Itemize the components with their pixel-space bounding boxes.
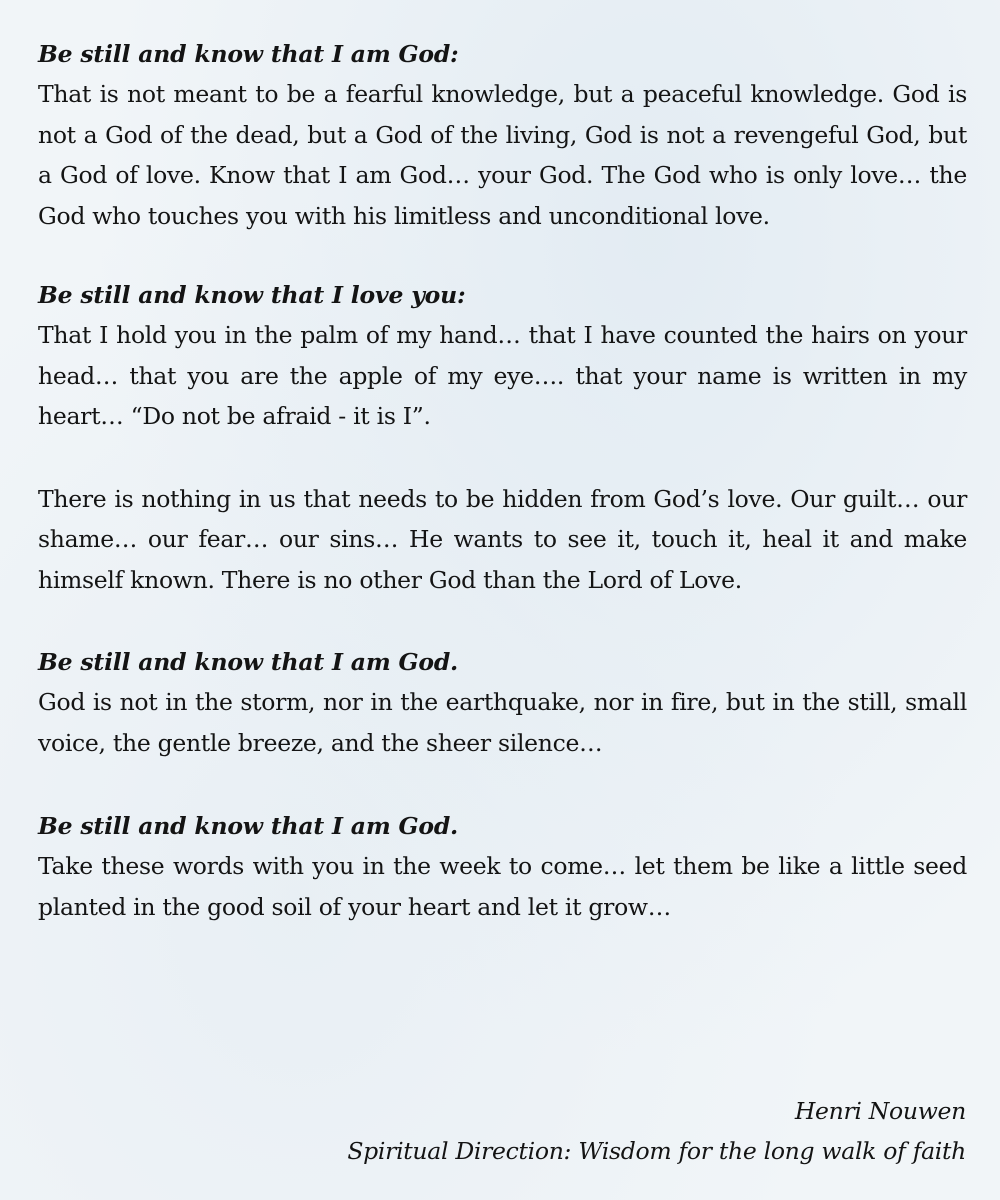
paragraph-spacer xyxy=(38,236,967,275)
section-body: God is not in the storm, nor in the earthquake, nor in fire, but in the still, small voice, the gentle breeze, and the sheer silence… xyxy=(38,688,967,757)
section-heading: Be still and know that I am God. xyxy=(38,812,459,840)
section-body: That is not meant to be a fearful knowledge, but a peaceful knowledge. God is not a God of the dead, but a God of the living, God is not a revengeful God, but a God of love. Know that I am God… your God. The God who is only love… the God who touches you with his limitless and unconditional love. xyxy=(38,80,967,230)
section-heading: Be still and know that I am God. xyxy=(38,648,459,676)
section-3 xyxy=(38,479,967,601)
section-body: There is nothing in us that needs to be hidden from God’s love. Our guilt… our shame… our fear… our sins… He wants to see it, touch it, heal it and make himself known. There is no other God than the Lord of Love. xyxy=(38,484,967,594)
section-heading: Be still and know that I love you: xyxy=(38,281,466,309)
section-4 xyxy=(38,642,967,763)
section-1 xyxy=(38,34,967,236)
section-body: Take these words with you in the week to come… let them be like a little seed planted in the good soil of your heart and let it grow… xyxy=(38,852,967,921)
author-name: Henri Nouwen xyxy=(794,1097,966,1125)
paragraph-spacer xyxy=(38,600,967,642)
section-body: That I hold you in the palm of my hand… that I have counted the hairs on your head… that you are the apple of my eye…. that your name is written in my heart… “Do not be afraid - it is I”. xyxy=(38,321,967,430)
source-title: Spiritual Direction: Wisdom for the long walk of faith xyxy=(347,1137,966,1165)
section-5 xyxy=(38,806,967,927)
section-2 xyxy=(38,275,967,437)
attribution xyxy=(347,1091,966,1171)
section-heading: Be still and know that I am God: xyxy=(38,40,459,68)
paragraph-spacer xyxy=(38,763,967,806)
paragraph-spacer xyxy=(38,437,967,479)
